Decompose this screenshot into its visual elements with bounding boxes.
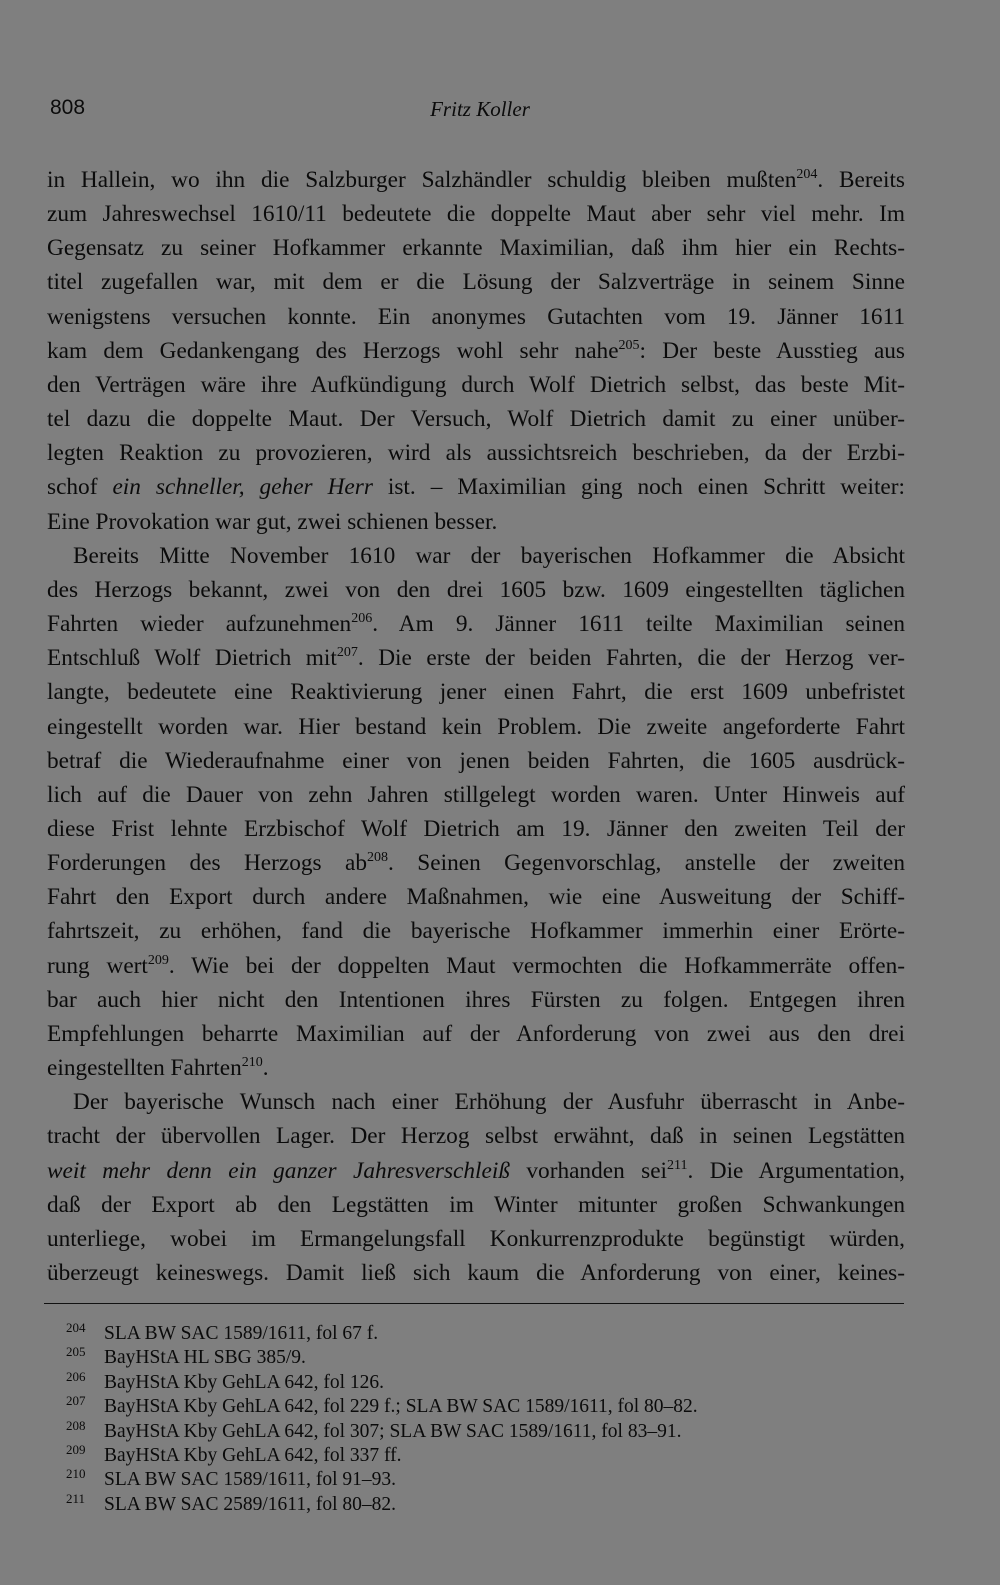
text-line xyxy=(47,231,905,265)
footnote-reference: 209 xyxy=(147,952,169,968)
text-run: Forderungen des Herzogs ab xyxy=(47,850,368,877)
text-run: : Der beste Ausstieg aus xyxy=(639,337,905,364)
footnotes xyxy=(66,1322,906,1517)
text-run: Bereits Mitte November 1610 war der bayerischen Hofkammer die Absicht xyxy=(73,542,905,569)
text-run: eingestellten Fahrten xyxy=(47,1055,242,1082)
text-line xyxy=(47,1154,905,1188)
text-run: tel dazu die doppelte Maut. Der Versuch, Wolf Dietrich damit zu einer unüber- xyxy=(47,406,905,433)
text-run: bar auch hier nicht den Intentionen ihres Fürsten zu folgen. Entgegen ihren xyxy=(47,986,905,1013)
text-run: schof xyxy=(47,474,113,501)
text-run: kam dem Gedankengang des Herzogs wohl sehr nahe xyxy=(47,337,619,364)
footnote: 204 SLA BW SAC 1589/1611, fol 67 f. xyxy=(66,1320,379,1344)
text-run: . Bereits xyxy=(817,167,905,193)
footnote-reference: 204 xyxy=(796,167,818,182)
text-line xyxy=(47,812,905,846)
footnote: 206 BayHStA Kby GehLA 642, fol 126. xyxy=(66,1368,385,1393)
footnote: 208 BayHStA Kby GehLA 642, fol 307; SLA BW SAC 1589/1611, fol 83–91. xyxy=(66,1417,682,1442)
text-run: . Die erste der beiden Fahrten, die der Herzog ver- xyxy=(357,645,905,672)
italic-quote: ein schneller, geher Herr xyxy=(112,474,373,501)
page-number: 808 xyxy=(50,96,86,119)
text-line xyxy=(47,675,905,709)
footnote-text: SLA BW SAC 1589/1611, fol 67 f. xyxy=(104,1323,379,1344)
text-run: betraf die Wiederaufnahme einer von jenen beiden Fahrten, die 1605 ausdrück- xyxy=(47,747,905,774)
text-run: . xyxy=(262,1055,269,1082)
footnote-reference: 205 xyxy=(618,337,640,353)
text-run: titel zugefallen war, mit dem er die Lösung der Salzverträge in seinem Sinne xyxy=(47,269,905,296)
text-run: Empfehlungen beharrte Maximilian auf der Anforderung von zwei aus den drei xyxy=(47,1020,905,1047)
text-line xyxy=(47,1222,905,1256)
text-run: fahrtszeit, zu erhöhen, fand die bayerische Hofkammer immerhin einer Erörte- xyxy=(47,918,905,945)
footnote: 209 BayHStA Kby GehLA 642, fol 337 ff. xyxy=(66,1442,402,1467)
text-run: zum Jahreswechsel 1610/11 bedeutete die doppelte Maut aber sehr viel mehr. Im xyxy=(47,201,905,228)
text-run: vorhanden sei xyxy=(509,1157,668,1184)
footnote-text: BayHStA Kby GehLA 642, fol 229 f.; SLA BW SAC 1589/1611, fol 80–82. xyxy=(104,1396,698,1418)
page-header xyxy=(50,96,910,126)
italic-quote: weit mehr denn ein ganzer Jahresverschleiß xyxy=(47,1157,510,1184)
text-run: . Die Argumentation, xyxy=(687,1157,905,1184)
text-run: ist. – Maximilian ging noch einen Schritt weiter: xyxy=(372,474,905,501)
text-line xyxy=(47,880,905,914)
text-line xyxy=(47,505,905,539)
text-line xyxy=(47,163,905,197)
text-run: lich auf die Dauer von zehn Jahren stillgelegt worden waren. Unter Hinweis auf xyxy=(47,781,905,808)
text-run: unterliege, wobei im Ermangelungsfall Konkurrenzprodukte begünstigt würden, xyxy=(47,1225,905,1252)
text-line xyxy=(47,573,905,607)
text-line xyxy=(47,641,905,675)
text-line xyxy=(47,914,905,948)
footnote-text: BayHStA Kby GehLA 642, fol 307; SLA BW SAC 1589/1611, fol 83–91. xyxy=(104,1420,682,1442)
footnote: 205 BayHStA HL SBG 385/9. xyxy=(66,1344,306,1369)
footnote-reference: 211 xyxy=(667,1157,688,1173)
body-text xyxy=(47,163,905,1290)
text-line xyxy=(47,949,905,983)
text-line xyxy=(47,744,905,778)
text-line xyxy=(47,334,905,368)
running-head: Fritz Koller xyxy=(430,97,530,121)
footnote: 210 SLA BW SAC 1589/1611, fol 91–93. xyxy=(66,1466,396,1491)
text-run: Entschluß Wolf Dietrich mit xyxy=(47,645,337,672)
text-run: Eine Provokation war gut, zwei schienen besser. xyxy=(47,508,498,535)
text-run: überzeugt keineswegs. Damit ließ sich kaum die Anforderung von einer, keines- xyxy=(47,1260,905,1286)
text-line xyxy=(47,1188,905,1222)
text-run: Fahrt den Export durch andere Maßnahmen, wie eine Ausweitung der Schiff- xyxy=(47,884,905,911)
text-line xyxy=(47,436,905,470)
text-line xyxy=(47,265,905,299)
text-line xyxy=(47,1017,905,1051)
text-run: Fahrten wieder aufzunehmen xyxy=(47,611,352,638)
footnote-reference: 207 xyxy=(336,645,358,661)
text-run: den Verträgen wäre ihre Aufkündigung durch Wolf Dietrich selbst, das beste Mit- xyxy=(47,371,905,398)
text-run: Der bayerische Wunsch nach einer Erhöhung der Ausfuhr überrascht in Anbe- xyxy=(73,1089,905,1116)
text-line xyxy=(47,846,905,880)
footnote-reference: 210 xyxy=(241,1055,263,1071)
text-line xyxy=(47,607,905,641)
text-run: rung wert xyxy=(47,952,148,979)
text-line xyxy=(47,197,905,231)
footnote-separator xyxy=(44,1303,904,1304)
text-run: . Seinen Gegenvorschlag, anstelle der zweiten xyxy=(388,850,906,877)
footnote-text: SLA BW SAC 2589/1611, fol 80–82. xyxy=(104,1493,396,1515)
text-line xyxy=(47,300,905,334)
text-run: daß der Export ab den Legstätten im Winter mitunter großen Schwankungen xyxy=(47,1191,905,1218)
footnote-text: BayHStA Kby GehLA 642, fol 126. xyxy=(104,1371,385,1393)
text-line xyxy=(47,1051,905,1085)
text-line xyxy=(47,710,905,744)
text-run: legten Reaktion zu provozieren, wird als aussichtsreich beschrieben, da der Erzbi- xyxy=(47,440,905,467)
text-run: in Hallein, wo ihn die Salzburger Salzhändler schuldig bleiben mußten xyxy=(47,167,797,193)
text-run: wenigstens versuchen konnte. Ein anonymes Gutachten vom 19. Jänner 1611 xyxy=(47,303,905,330)
footnote-reference: 206 xyxy=(351,611,373,627)
text-line xyxy=(47,470,905,504)
text-line xyxy=(47,402,905,436)
text-line xyxy=(47,368,905,402)
text-run: des Herzogs bekannt, zwei von den drei 1605 bzw. 1609 eingestellten täglichen xyxy=(47,576,905,603)
text-run: diese Frist lehnte Erzbischof Wolf Dietrich am 19. Jänner den zweiten Teil der xyxy=(47,815,905,842)
text-line xyxy=(47,1085,905,1119)
text-line xyxy=(47,1256,905,1290)
footnote-text: BayHStA Kby GehLA 642, fol 337 ff. xyxy=(104,1445,402,1467)
footnote-text: SLA BW SAC 1589/1611, fol 91–93. xyxy=(104,1469,396,1491)
text-run: . Wie bei der doppelten Maut vermochten die Hofkammerräte offen- xyxy=(168,952,905,979)
text-run: langte, bedeutete eine Reaktivierung jener einen Fahrt, die erst 1609 unbefristet xyxy=(47,679,905,706)
text-run: Gegensatz zu seiner Hofkammer erkannte Maximilian, daß ihm hier ein Rechts- xyxy=(47,235,905,262)
footnote: 207 BayHStA Kby GehLA 642, fol 229 f.; SLA BW SAC 1589/1611, fol 80–82. xyxy=(66,1393,698,1418)
text-line xyxy=(47,539,905,573)
footnote-reference: 208 xyxy=(367,850,389,866)
text-line xyxy=(47,983,905,1017)
text-run: eingestellt worden war. Hier bestand kein Problem. Die zweite angeforderte Fahrt xyxy=(47,713,905,740)
text-line xyxy=(47,778,905,812)
footnote-text: BayHStA HL SBG 385/9. xyxy=(104,1347,306,1369)
text-run: . Am 9. Jänner 1611 teilte Maximilian seinen xyxy=(372,611,905,638)
footnote: 211 SLA BW SAC 2589/1611, fol 80–82. xyxy=(66,1490,396,1515)
text-run: tracht der übervollen Lager. Der Herzog selbst erwähnt, daß in seinen Legstätten xyxy=(47,1123,905,1150)
text-line xyxy=(47,1119,905,1153)
